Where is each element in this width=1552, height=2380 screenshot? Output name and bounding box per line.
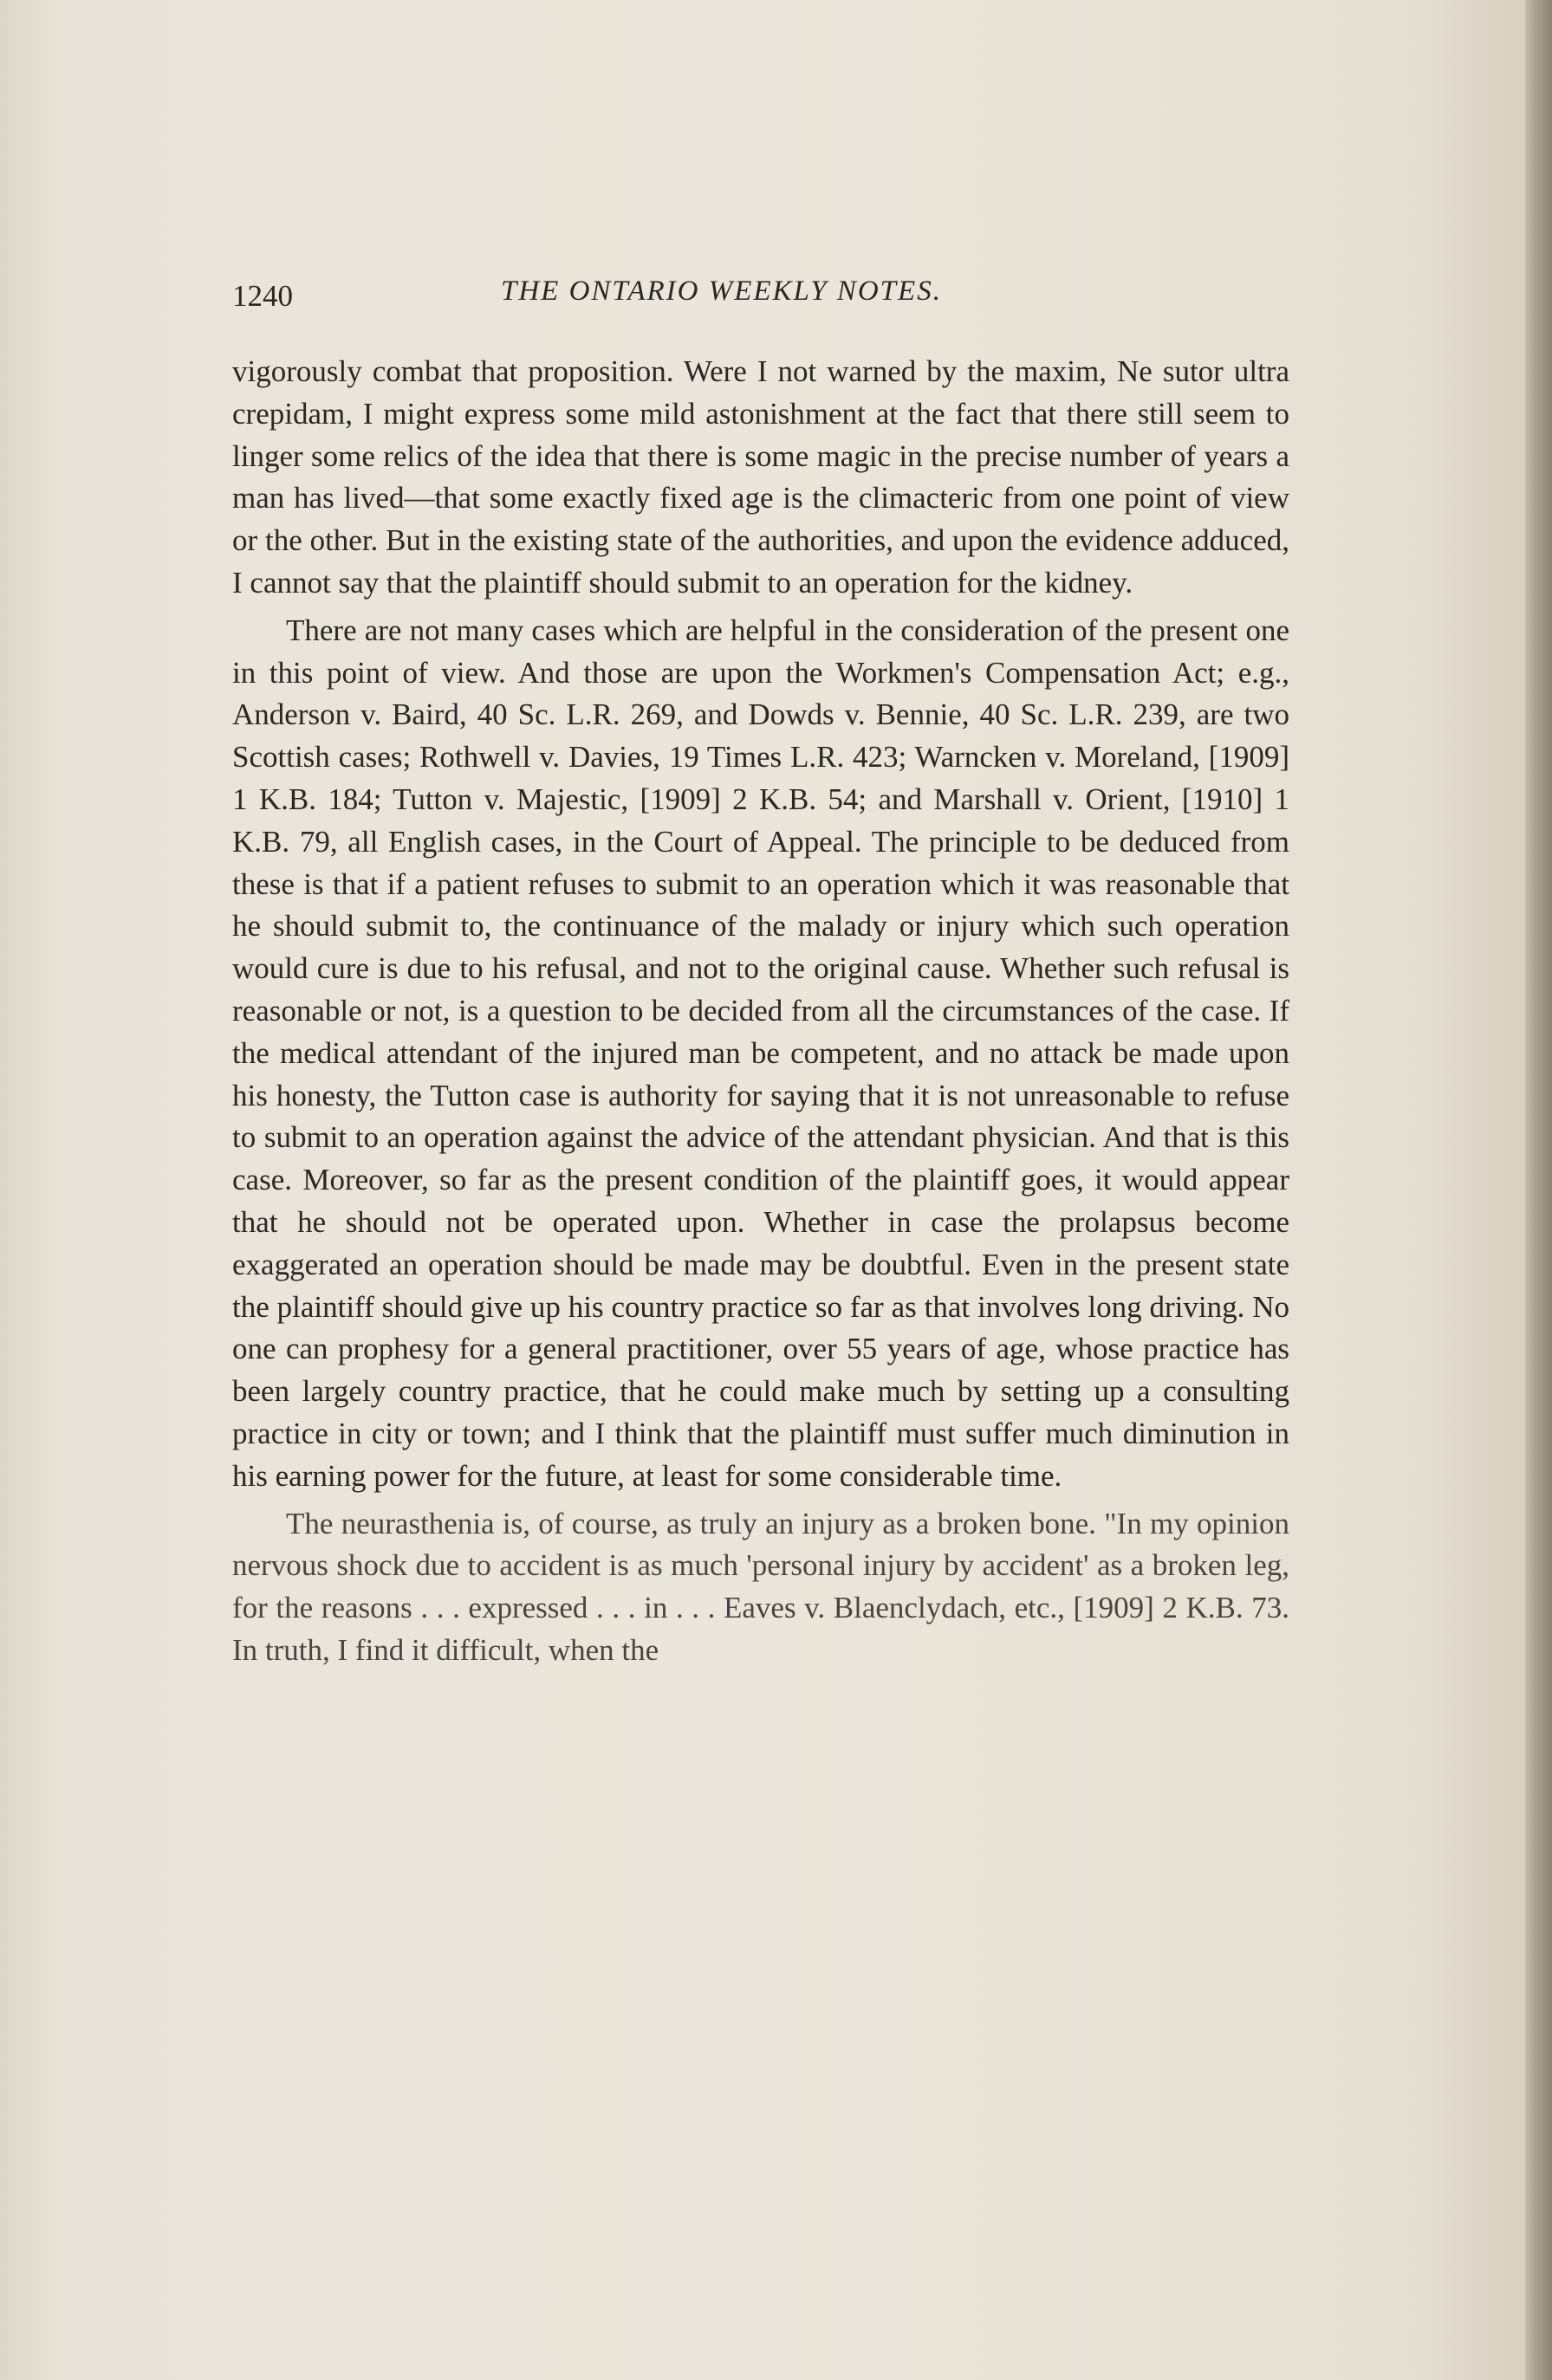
book-spine-edge (1525, 0, 1552, 2380)
running-title: THE ONTARIO WEEKLY NOTES. (501, 276, 942, 307)
paragraph-2: There are not many cases which are helpful in the consideration of the present one in this point of view. And those are upon the Workmen's Compensation Act; e.g., Anderson v. Baird, 40 Sc. L.R. 269, and Dowds v. Bennie, 40 Sc. L.R. 239, are two Scottish cases; Rothwell v. Davies, 19 Times L.R. 423; Warncken v. Moreland, [1909] 1 K.B. 184; Tutton v. Majestic, [1909] 2 K.B. 54; and Marshall v. Orient, [1910] 1 K.B. 79, all English cases, in the Court of Appeal. The principle to be deduced from these is that if a patient refuses to submit to an operation which it was reasonable that he should submit to, the continuance of the malady or injury which such operation would cure is due to his refusal, and not to the original cause. Whether such refusal is reasonable or not, is a question to be decided from all the circumstances of the case. If the medical attendant of the injured man be competent, and no attack be made upon his honesty, the Tutton case is authority for saying that it is not unreasonable to refuse to submit to an operation against the advice of the attendant physician. And that is this case. Moreover, so far as the present condition of the plaintiff goes, it would appear that he should not be operated upon. Whether in case the prolapsus become exaggerated an operation should be made may be doubtful. Even in the present state the plaintiff should give up his country practice so far as that involves long driving. No one can prophesy for a general practitioner, over 55 years of age, whose practice has been largely country practice, that he could make much by setting up a consulting practice in city or town; and I think that the plaintiff must suffer much diminution in his earning power for the future, at least for some considerable time. (232, 613, 1289, 1493)
page-header (232, 276, 1298, 319)
paragraph-3: The neurasthenia is, of course, as truly an injury as a broken bone. "In my opinion nervous shock due to accident is as much 'personal injury by accident' as a broken leg, for the reasons . . . expressed . . . in . . . Eaves v. Blaenclydach, etc., [1909] 2 K.B. 73. In truth, I find it difficult, when the (232, 1506, 1289, 1667)
body-text (232, 351, 1289, 1677)
paragraph-1: vigorously combat that proposition. Were I not warned by the maxim, Ne sutor ultra crepidam, I might express some mild astonishment at the fact that there still seem to linger some relics of the idea that there is some magic in the precise number of years a man has lived—that some exactly fixed age is the climacteric from one point of view or the other. But in the existing state of the authorities, and upon the evidence adduced, I cannot say that the plaintiff should submit to an operation for the kidney. (232, 354, 1289, 600)
page-number: 1240 (232, 279, 293, 313)
